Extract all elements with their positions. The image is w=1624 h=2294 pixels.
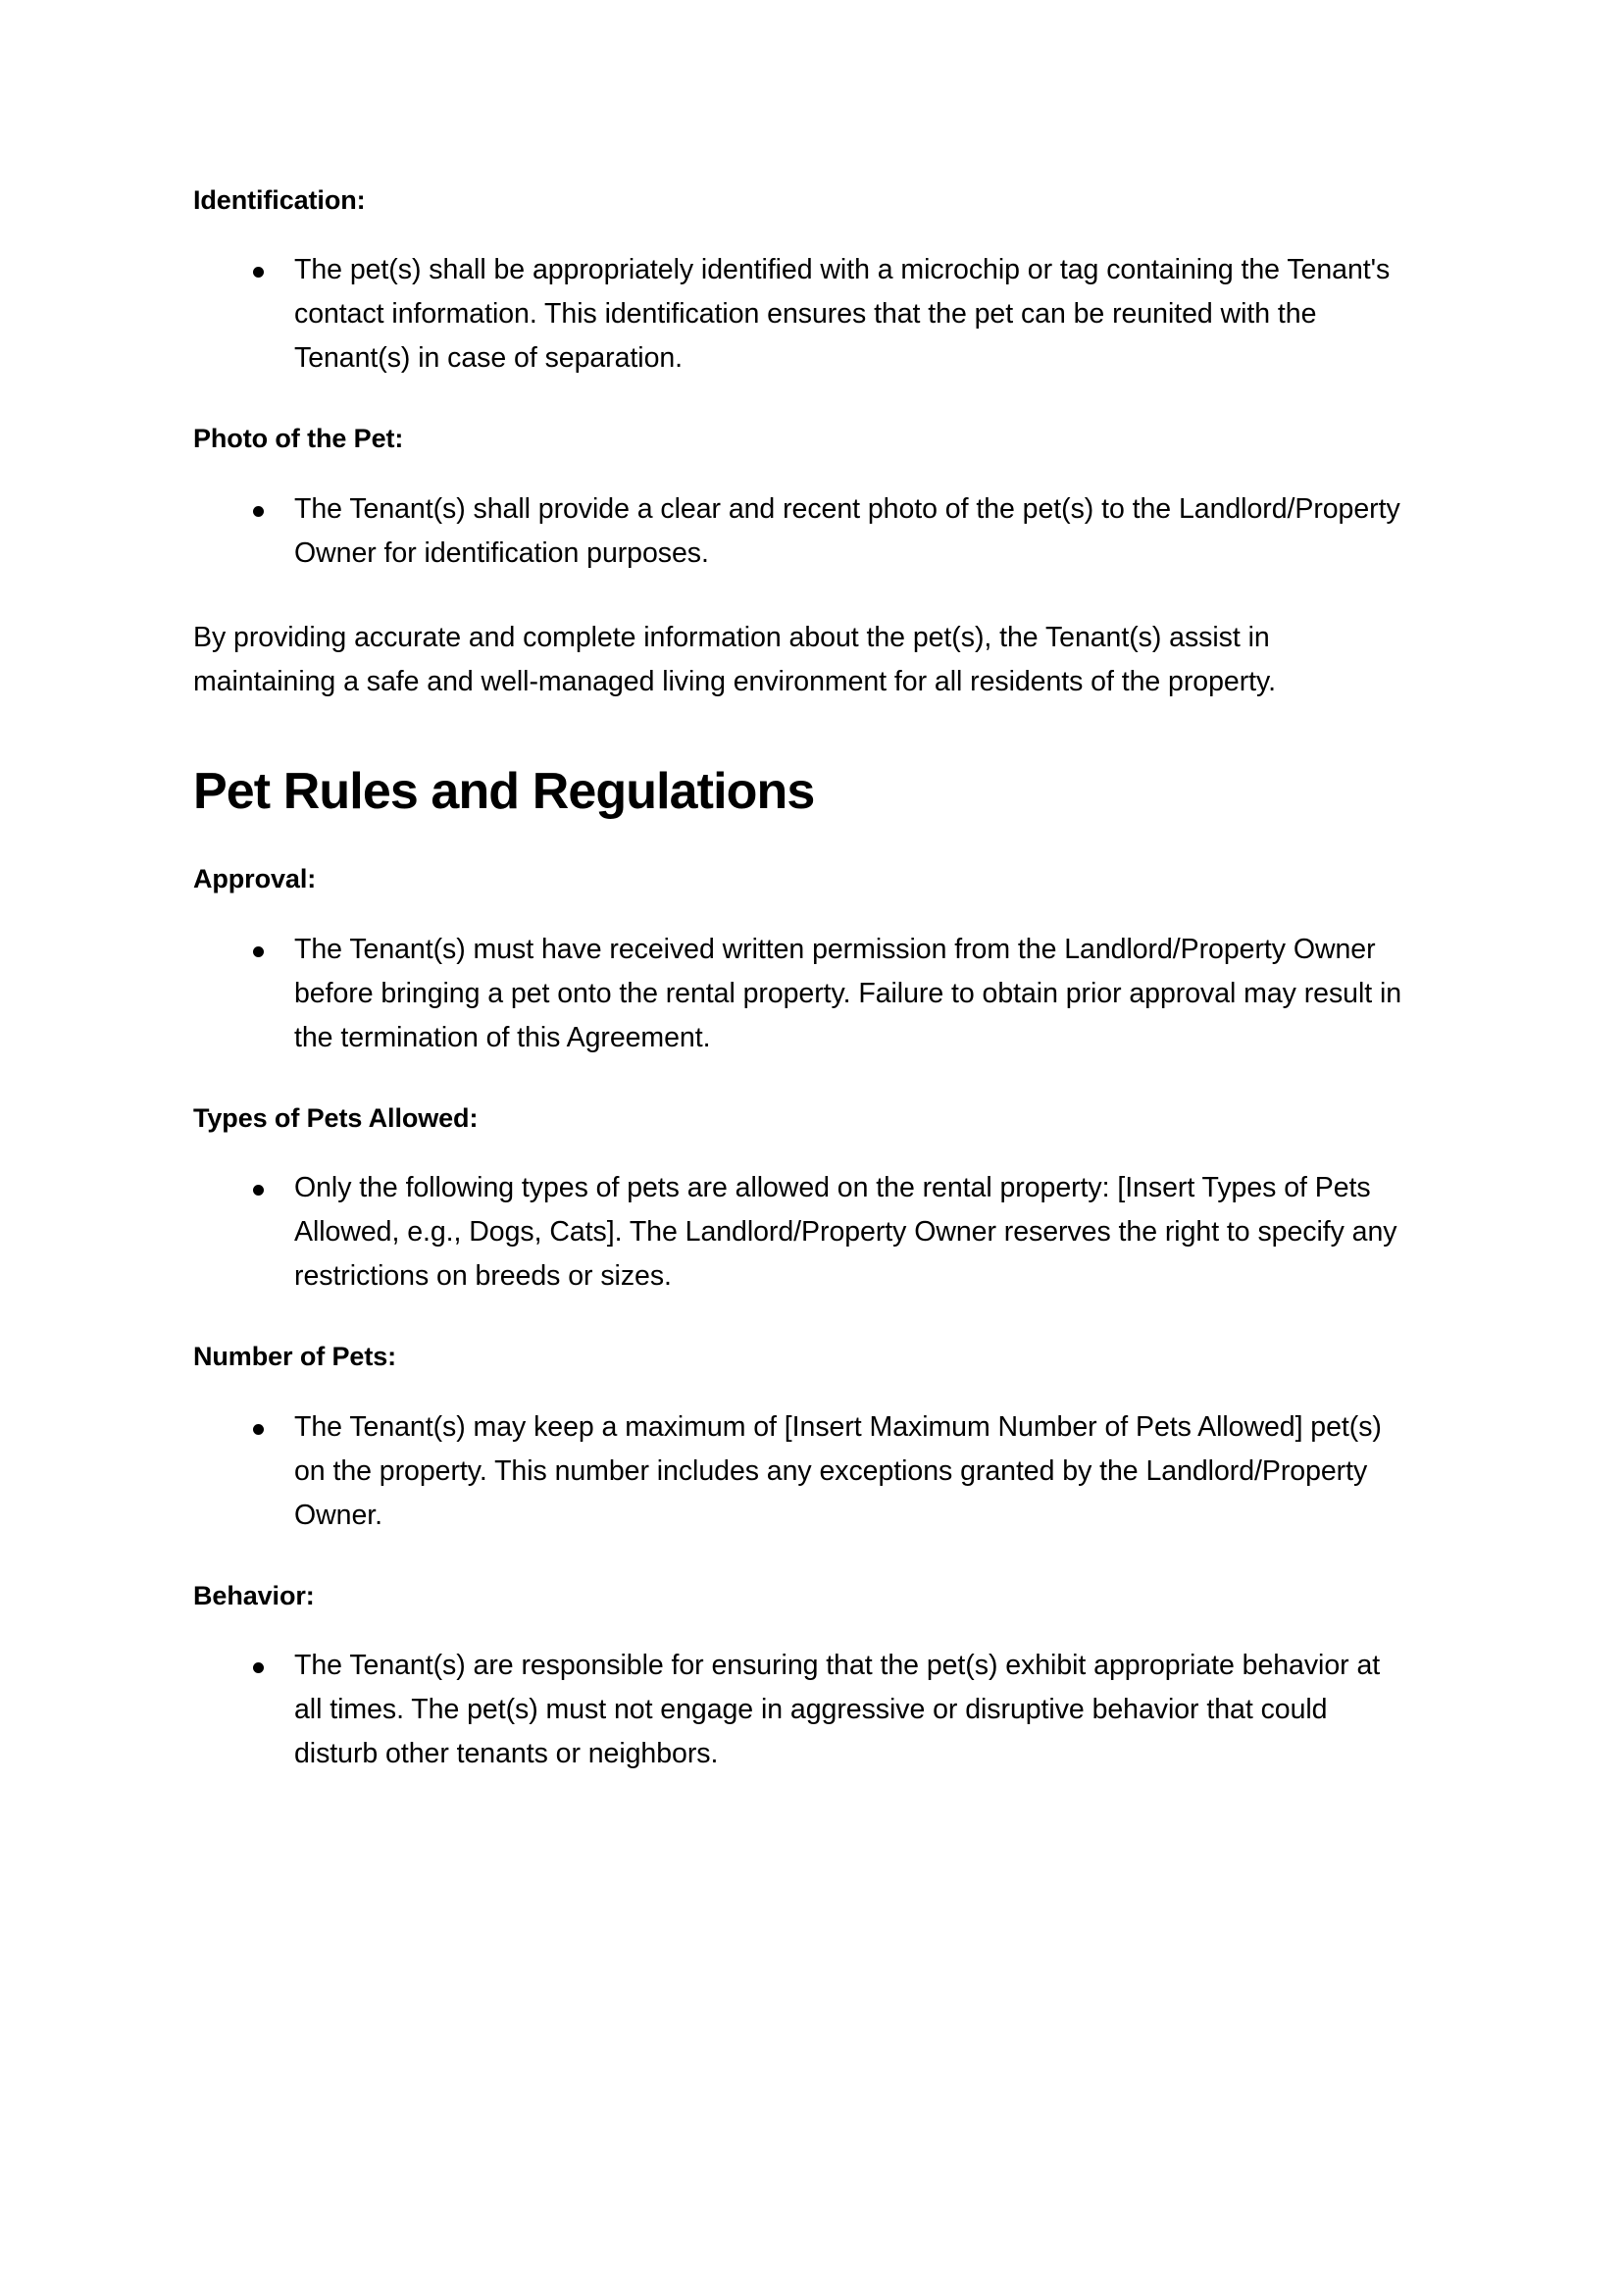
- bullet-list-behavior: [193, 1644, 1409, 1776]
- bullet-list-approval: [193, 928, 1409, 1060]
- section-identification: [193, 182, 1409, 381]
- section-number-of-pets: [193, 1339, 1409, 1537]
- spacer: [193, 381, 1409, 421]
- list-item: [193, 928, 1409, 1060]
- list-item: [193, 248, 1409, 381]
- subheading-number-of-pets: Number of Pets:: [193, 1342, 397, 1372]
- list-item-text: The Tenant(s) may keep a maximum of [Insert Maximum Number of Pets Allowed] pet(s) on the property. This number includes any exceptions granted by the Landlord/Property Owner.: [294, 1410, 1382, 1531]
- spacer: [193, 576, 1409, 616]
- subheading-behavior: Behavior:: [193, 1580, 315, 1610]
- spacer: [193, 1375, 1409, 1405]
- bullet-dot-icon: [253, 487, 267, 532]
- list-item: [193, 1166, 1409, 1299]
- list-item-text: The Tenant(s) shall provide a clear and recent photo of the pet(s) to the Landlord/Property Owner for identification purposes.: [294, 492, 1400, 569]
- list-item-text: Only the following types of pets are allowed on the rental property: [Insert Types of Pets Allowed, e.g., Dogs, Cats]. The Landlord/Property Owner reserves the right to specify any restrictions on breeds or sizes.: [294, 1172, 1397, 1293]
- document-content: [193, 182, 1409, 1776]
- bullet-list-number-of-pets: [193, 1405, 1409, 1538]
- list-item: [193, 487, 1409, 576]
- spacer: [193, 1613, 1409, 1644]
- bullet-dot-icon: [253, 928, 267, 972]
- section-types-of-pets-allowed: [193, 1100, 1409, 1299]
- section-behavior: [193, 1578, 1409, 1776]
- list-item-text: The Tenant(s) are responsible for ensuring that the pet(s) exhibit appropriate behavior at all times. The pet(s) must not engage in aggressive or disruptive behavior that could disturb other tenants or neighbors.: [294, 1650, 1381, 1770]
- list-item: [193, 1405, 1409, 1538]
- spacer: [193, 1136, 1409, 1166]
- list-item-text: The pet(s) shall be appropriately identified with a microchip or tag containing the Tenant's contact information. This identification ensures that the pet can be reunited with the Tenant(s) in case of separation.: [294, 254, 1391, 375]
- bullet-dot-icon: [253, 1166, 267, 1210]
- spacer: [193, 704, 1409, 761]
- subheading-approval: Approval:: [193, 864, 317, 894]
- bullet-dot-icon: [253, 1405, 267, 1450]
- spacer: [193, 897, 1409, 928]
- bullet-dot-icon: [253, 1644, 267, 1688]
- list-item: [193, 1644, 1409, 1776]
- spacer: [193, 457, 1409, 487]
- spacer: [193, 218, 1409, 248]
- section-approval: [193, 861, 1409, 1059]
- spacer: [193, 822, 1409, 861]
- section-photo-of-the-pet: [193, 421, 1409, 575]
- closing-paragraph: By providing accurate and complete information about the pet(s), the Tenant(s) assist in maintaining a safe and well-managed living environment for all residents of the property.: [193, 621, 1276, 697]
- spacer: [193, 1538, 1409, 1578]
- subheading-types-of-pets-allowed: Types of Pets Allowed:: [193, 1102, 479, 1133]
- subheading-photo-of-the-pet: Photo of the Pet:: [193, 424, 404, 454]
- spacer: [193, 1299, 1409, 1339]
- bullet-list-types-of-pets-allowed: [193, 1166, 1409, 1299]
- list-item-text: The Tenant(s) must have received written permission from the Landlord/Property Owner before bringing a pet onto the rental property. Failure to obtain prior approval may result in the termination of this Agreement.: [294, 933, 1402, 1053]
- page-title: Pet Rules and Regulations: [193, 762, 815, 820]
- bullet-list-identification: [193, 248, 1409, 381]
- bullet-dot-icon: [253, 248, 267, 292]
- subheading-identification: Identification:: [193, 185, 366, 215]
- bullet-list-photo-of-the-pet: [193, 487, 1409, 576]
- spacer: [193, 1060, 1409, 1100]
